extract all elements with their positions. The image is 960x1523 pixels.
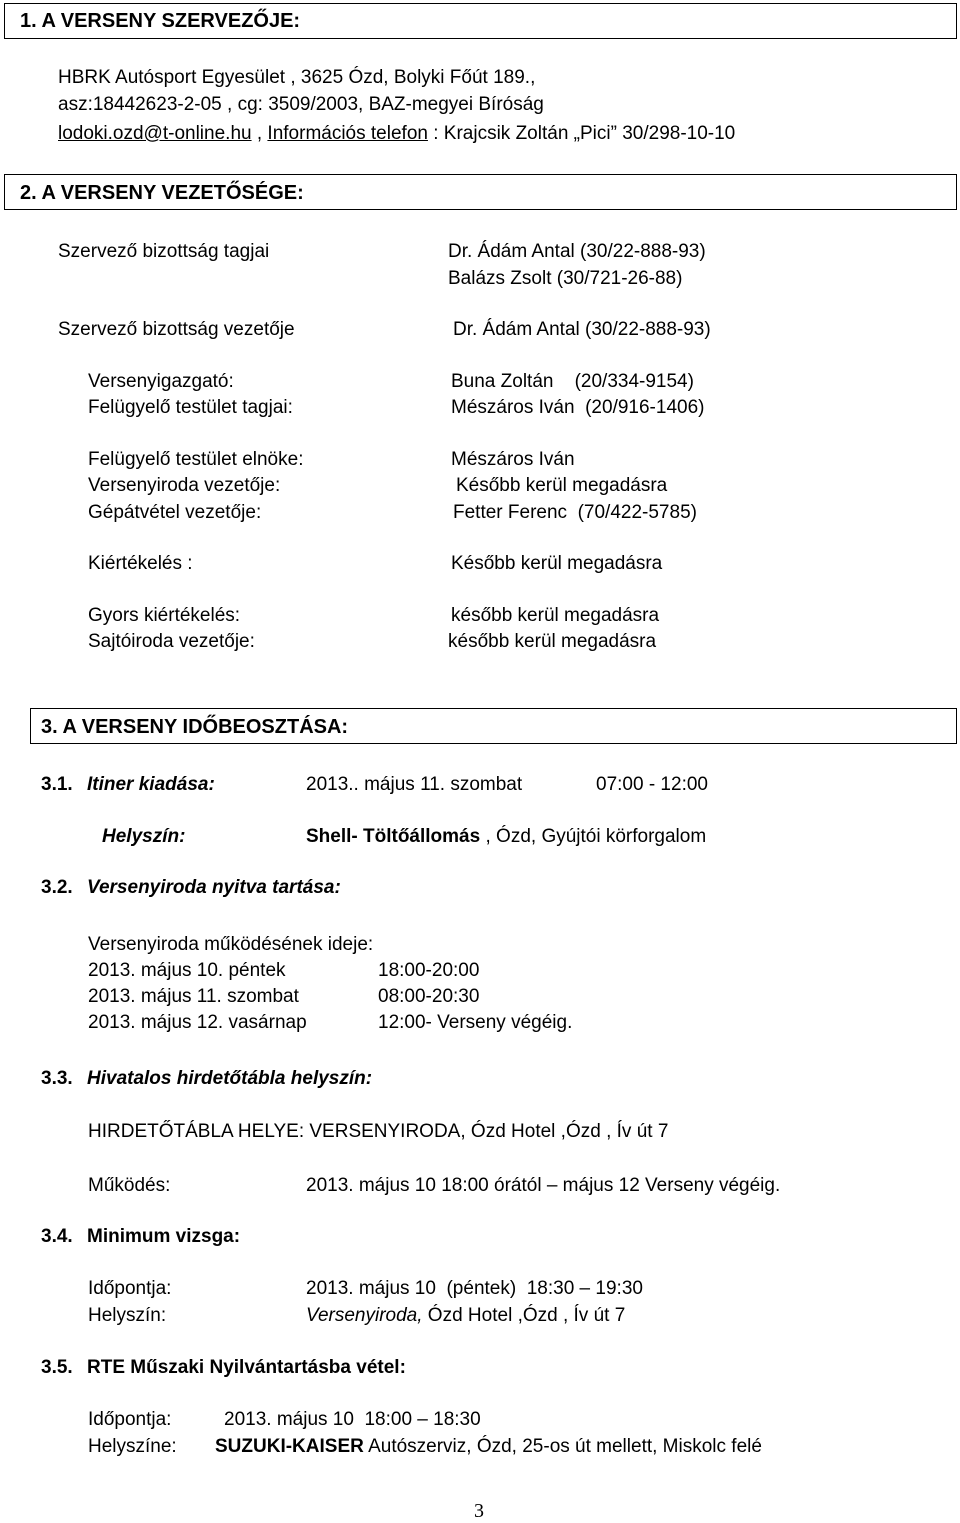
race-director-label: Versenyigazgató:	[88, 371, 234, 392]
notice-board-operation-label: Működés:	[88, 1175, 171, 1196]
itinerary-date: 2013.. május 11. szombat	[306, 774, 523, 795]
race-office-time-2: 08:00-20:30	[378, 986, 480, 1007]
minimum-exam-number: 3.4.	[41, 1226, 73, 1247]
scrutineering-head-value: Fetter Ferenc (70/422-5785)	[453, 502, 697, 523]
itinerary-place-value: Shell- Töltőállomás , Ózd, Gyújtói körforgalom	[306, 826, 707, 847]
stewards-members-label: Felügyelő testület tagjai:	[88, 397, 293, 418]
minimum-exam-place-value: Versenyiroda, Ózd Hotel ,Ózd , Ív út 7	[306, 1305, 626, 1326]
stewards-members-value: Mészáros Iván (20/916-1406)	[451, 397, 705, 418]
race-office-day-3: 2013. május 12. vasárnap	[88, 1012, 307, 1033]
org-committee-member-1: Dr. Ádám Antal (30/22-888-93)	[448, 241, 706, 262]
race-office-hours-title: Versenyiroda nyitva tartása:	[87, 877, 341, 898]
stewards-chair-label: Felügyelő testület elnöke:	[88, 449, 304, 470]
rte-registration-place-value: SUZUKI-KAISER Autószerviz, Ózd, 25-os út mellett, Miskolc felé	[215, 1436, 762, 1457]
minimum-exam-place-label: Helyszín:	[88, 1305, 167, 1326]
rte-registration-time-value: 2013. május 10 18:00 – 18:30	[224, 1409, 481, 1430]
race-office-time-3: 12:00- Verseny végéig.	[378, 1012, 573, 1033]
stewards-chair-value: Mészáros Iván	[451, 449, 575, 470]
rte-registration-number: 3.5.	[41, 1357, 73, 1378]
org-committee-members-label: Szervező bizottság tagjai	[58, 241, 270, 262]
page-number: 3	[474, 1500, 484, 1522]
notice-board-title: Hivatalos hirdetőtábla helyszín:	[87, 1068, 373, 1089]
section-2-title: 2. A VERSENY VEZETŐSÉGE:	[20, 182, 304, 204]
info-phone-value: : Krajcsik Zoltán „Pici” 30/298-10-10	[427, 123, 736, 144]
notice-board-location: HIRDETŐTÁBLA HELYE: VERSENYIRODA, Ózd Hotel ,Ózd , Ív út 7	[88, 1121, 669, 1142]
scrutineering-head-label: Gépátvétel vezetője:	[88, 502, 262, 523]
notice-board-number: 3.3.	[41, 1068, 73, 1089]
minimum-exam-time-label: Időpontja:	[88, 1278, 172, 1299]
itinerary-time: 07:00 - 12:00	[596, 774, 708, 795]
race-office-head-value: Később kerül megadásra	[456, 475, 668, 496]
itinerary-place-label: Helyszín:	[102, 826, 186, 847]
organizer-address: HBRK Autósport Egyesület , 3625 Ózd, Bolyki Főút 189.,	[58, 67, 536, 88]
press-office-head-label: Sajtóiroda vezetője:	[88, 631, 255, 652]
results-label: Kiértékelés :	[88, 553, 193, 574]
quick-results-label: Gyors kiértékelés:	[88, 605, 241, 626]
organizer-email-link[interactable]: lodoki.ozd@t-online.hu	[58, 123, 252, 144]
rte-registration-title: RTE Műszaki Nyilvántartásba vétel:	[87, 1357, 406, 1378]
section-1-title: 1. A VERSENY SZERVEZŐJE:	[20, 10, 301, 32]
race-office-time-1: 18:00-20:00	[378, 960, 480, 981]
section-3-title: 3. A VERSENY IDŐBEOSZTÁSA:	[41, 716, 349, 738]
organizer-contact-line: lodoki.ozd@t-online.hu , Információs telefon : Krajcsik Zoltán „Pici” 30/298-10-10	[58, 123, 736, 144]
info-phone-label: Információs telefon	[267, 123, 428, 144]
results-value: Később kerül megadásra	[451, 553, 663, 574]
race-office-hours-number: 3.2.	[41, 877, 73, 898]
race-director-value: Buna Zoltán (20/334-9154)	[451, 371, 694, 392]
organizer-registration: asz:18442623-2-05 , cg: 3509/2003, BAZ-megyei Bíróság	[58, 94, 544, 115]
race-office-day-1: 2013. május 10. péntek	[88, 960, 286, 981]
press-office-head-value: később kerül megadásra	[448, 631, 657, 652]
minimum-exam-time-value: 2013. május 10 (péntek) 18:30 – 19:30	[306, 1278, 643, 1299]
race-office-day-2: 2013. május 11. szombat	[88, 986, 299, 1007]
race-office-head-label: Versenyiroda vezetője:	[88, 475, 281, 496]
itinerary-place-name: Shell- Töltőállomás	[306, 826, 481, 847]
org-committee-member-2: Balázs Zsolt (30/721-26-88)	[448, 268, 683, 289]
org-committee-leader-value: Dr. Ádám Antal (30/22-888-93)	[453, 319, 711, 340]
rte-registration-time-label: Időpontja:	[88, 1409, 172, 1430]
quick-results-value: később kerül megadásra	[451, 605, 660, 626]
notice-board-operation-value: 2013. május 10 18:00 órától – május 12 Verseny végéig.	[306, 1175, 781, 1196]
itinerary-number: 3.1.	[41, 774, 73, 795]
race-office-hours-intro: Versenyiroda működésének ideje:	[88, 934, 374, 955]
itinerary-title: Itiner kiadása:	[87, 774, 215, 795]
org-committee-leader-label: Szervező bizottság vezetője	[58, 319, 295, 340]
rte-registration-place-label: Helyszíne:	[88, 1436, 177, 1457]
minimum-exam-title: Minimum vizsga:	[87, 1226, 241, 1247]
